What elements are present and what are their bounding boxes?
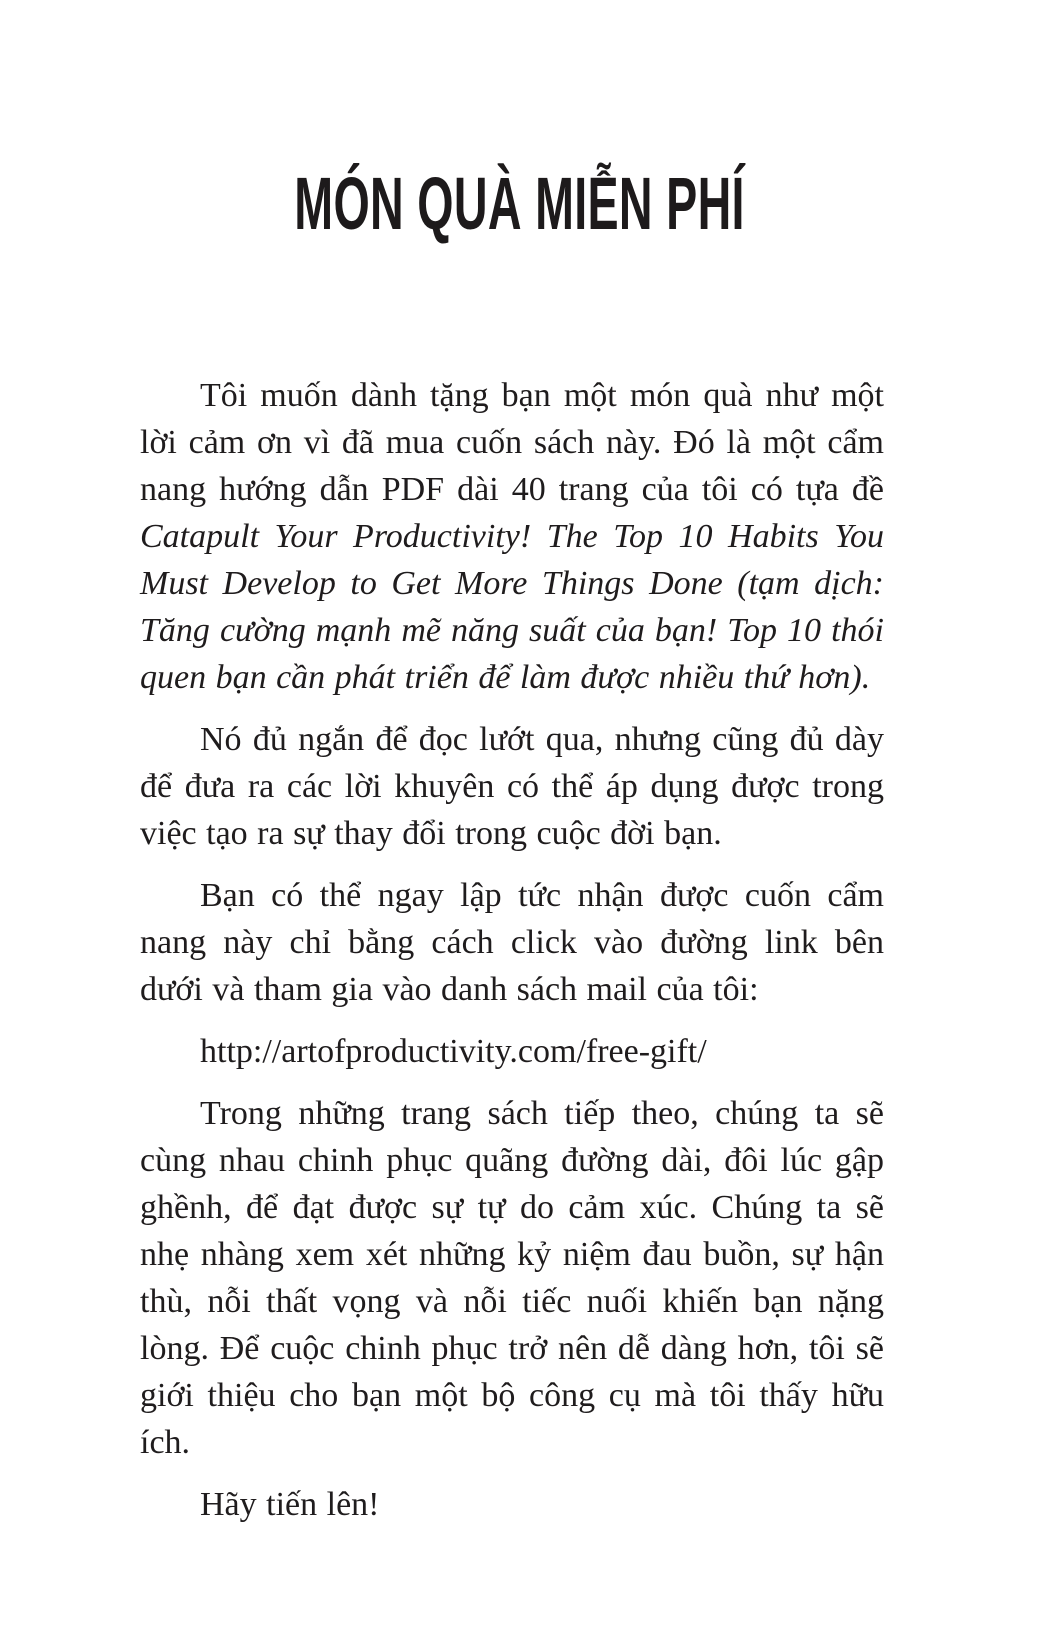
chapter-title bbox=[0, 164, 1040, 258]
paragraph-how-to-get: Bạn có thể ngay lập tức nhận được cuốn cẩm nang này chỉ bằng cách click vào đường link bên dưới và tham gia vào danh sách mail của tôi: bbox=[140, 877, 884, 1008]
paragraph-guide-length: Nó đủ ngắn để đọc lướt qua, nhưng cũng đủ dày để đưa ra các lời khuyên có thể áp dụng được trong việc tạo ra sự thay đổi trong cuộc đời bạn. bbox=[140, 721, 884, 852]
paragraph-gift-intro bbox=[140, 372, 884, 701]
book-title-italic: Catapult Your Productivity! The Top 10 Habits You Must Develop to Get More Things Done (tạm dịch: Tăng cường mạnh mẽ năng suất của bạn! Top 10 thói quen bạn cần phát triển để làm được nhiều thứ hơn). bbox=[140, 518, 884, 696]
paragraph-gift-intro-text: Tôi muốn dành tặng bạn một món quà như một lời cảm ơn vì đã mua cuốn sách này. Đó là một cẩm nang hướng dẫn PDF dài 40 trang của tôi có tựa đề bbox=[140, 377, 884, 508]
free-gift-link[interactable]: http://artofproductivity.com/free-gift/ bbox=[200, 1033, 707, 1070]
page-body bbox=[140, 372, 884, 1528]
paragraph-journey: Trong những trang sách tiếp theo, chúng ta sẽ cùng nhau chinh phục quãng đường dài, đôi lúc gập ghềnh, để đạt được sự tự do cảm xúc. Chúng ta sẽ nhẹ nhàng xem xét những kỷ niệm đau buồn, sự hận thù, nỗi thất vọng và nỗi tiếc nuối khiến bạn nặng lòng. Để cuộc chinh phục trở nên dễ dàng hơn, tôi sẽ giới thiệu cho bạn một bộ công cụ mà tôi thấy hữu ích. bbox=[140, 1095, 884, 1461]
paragraph-closing: Hãy tiến lên! bbox=[200, 1486, 380, 1523]
chapter-title-text: MÓN QUÀ MIỄN PHÍ bbox=[294, 162, 746, 245]
